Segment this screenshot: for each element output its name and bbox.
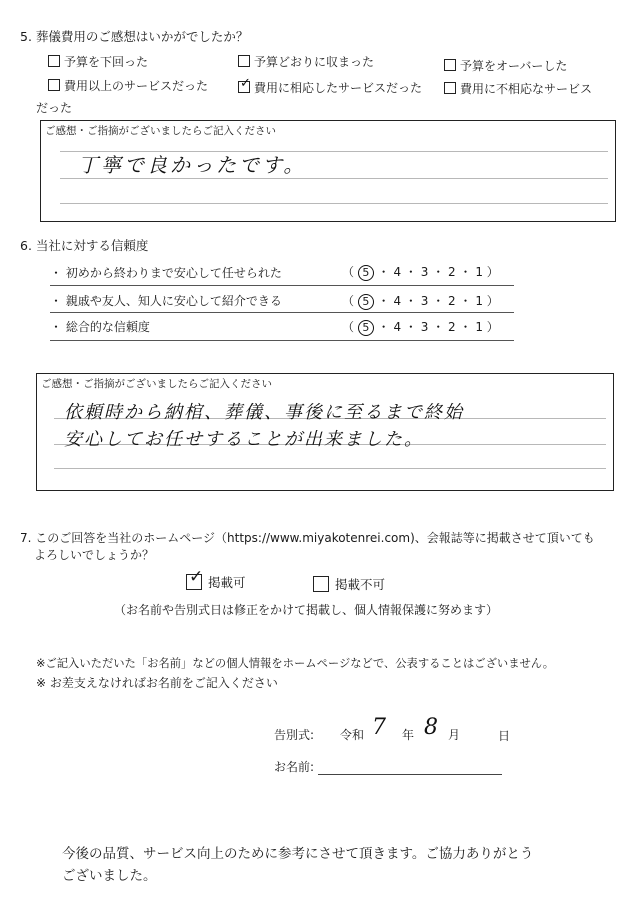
checkbox-checked[interactable] [186,574,202,590]
ruled-line [60,203,608,204]
q6-item-1: ・ 初めから終わりまで安心して任せられた [50,266,282,280]
checkbox[interactable] [238,55,250,67]
q7-note: （お名前や告別式日は修正をかけて掲載し、個人情報保護に努めます） [114,603,499,617]
ceremony-era: 令和 [340,728,365,742]
q5-option-under-budget[interactable]: 予算を下回った [48,53,148,70]
checkbox[interactable] [444,82,456,94]
q5-option-not-worth-cost[interactable]: 費用に不相応なサービス [444,80,592,97]
q6-title: 当社に対する信頼度 [35,238,149,253]
name-label: お名前: [274,760,315,774]
q7-question-line1: このご回答を当社のホームページ（https://www.miyakotenrei.com)、会報誌等に掲載させて頂いても [35,531,595,545]
checkbox[interactable] [444,59,456,71]
underline [50,285,514,286]
name-underline [318,774,502,775]
q6-rating-1[interactable]: （ 5 ・ 4 ・ 3 ・ 2 ・ 1 ） [342,265,499,279]
underline [50,312,514,313]
ceremony-month[interactable]: 8 [424,715,441,740]
q6-item-3: ・ 総合的な信頼度 [50,320,150,334]
name-request-notice: ※ お差支えなければお名前をご記入ください [36,676,278,690]
selected-rating[interactable]: 5 [358,320,374,336]
ceremony-year-unit: 年 [402,728,415,742]
q6-number: 6. [20,238,32,253]
q6-item-2: ・ 親戚や友人、知人に安心して紹介できる [50,294,282,308]
q6-handwritten-comment-line1: 依頼時から納棺、葬儀、事後に至るまで終始 [64,402,464,423]
ceremony-day-unit: 日 [498,729,511,743]
checkbox[interactable] [48,55,60,67]
ruled-line [60,178,608,179]
selected-rating[interactable]: 5 [358,294,374,310]
q7-number: 7. [20,531,32,545]
q6-rating-2[interactable]: （ 5 ・ 4 ・ 3 ・ 2 ・ 1 ） [342,294,499,308]
q5-option-worth-cost[interactable]: ✓ 費用に相応したサービスだった [238,79,422,96]
checkbox[interactable] [48,79,60,91]
q5-option-over-budget[interactable]: 予算をオーバーした [444,57,567,74]
q5-number: 5. [20,29,32,44]
q6-handwritten-comment-line2: 安心してお任せすることが出来ました。 [64,429,424,450]
ceremony-label: 告別式: [274,728,315,742]
checkbox[interactable] [313,576,329,592]
footer-line1: 今後の品質、サービス向上のために参考にさせて頂きます。ご協力ありがとう [62,846,534,862]
footer-line2: ございました。 [62,868,157,884]
q5-handwritten-comment: 丁寧で良かったです。 [78,153,307,177]
q7-option-publish[interactable]: ✓掲載可 [186,573,246,591]
comment-label: ご感想・ご指摘がございましたらご記入ください [45,125,276,137]
q7-heading [20,529,595,546]
q5-option-within-budget[interactable]: 予算どおりに収まった [238,53,374,70]
q7-question-line2: よろしいでしょうか？ [34,548,155,562]
q5-title: 葬儀費用のご感想はいかがでしたか？ [35,29,249,44]
privacy-notice: ※ご記入いただいた「お名前」などの個人情報をホームページなどで、公表することはございません。 [36,657,555,670]
q6-heading [20,236,148,254]
selected-rating[interactable]: 5 [358,265,374,281]
comment-label: ご感想・ご指摘がございましたらご記入ください [41,378,272,390]
q7-option-no-publish[interactable]: 掲載不可 [313,575,385,593]
q5-option-exceeds-cost[interactable]: 費用以上のサービスだった [48,77,208,94]
ceremony-year[interactable]: 7 [372,715,389,740]
ruled-line [54,468,606,469]
q5-heading [20,27,248,45]
checkbox-checked[interactable] [238,81,250,93]
name-input[interactable] [318,758,500,774]
underline [50,340,514,341]
q6-rating-3[interactable]: （ 5 ・ 4 ・ 3 ・ 2 ・ 1 ） [342,320,499,334]
ceremony-month-unit: 月 [448,728,461,742]
q5-wrap-text: だった [36,101,73,115]
